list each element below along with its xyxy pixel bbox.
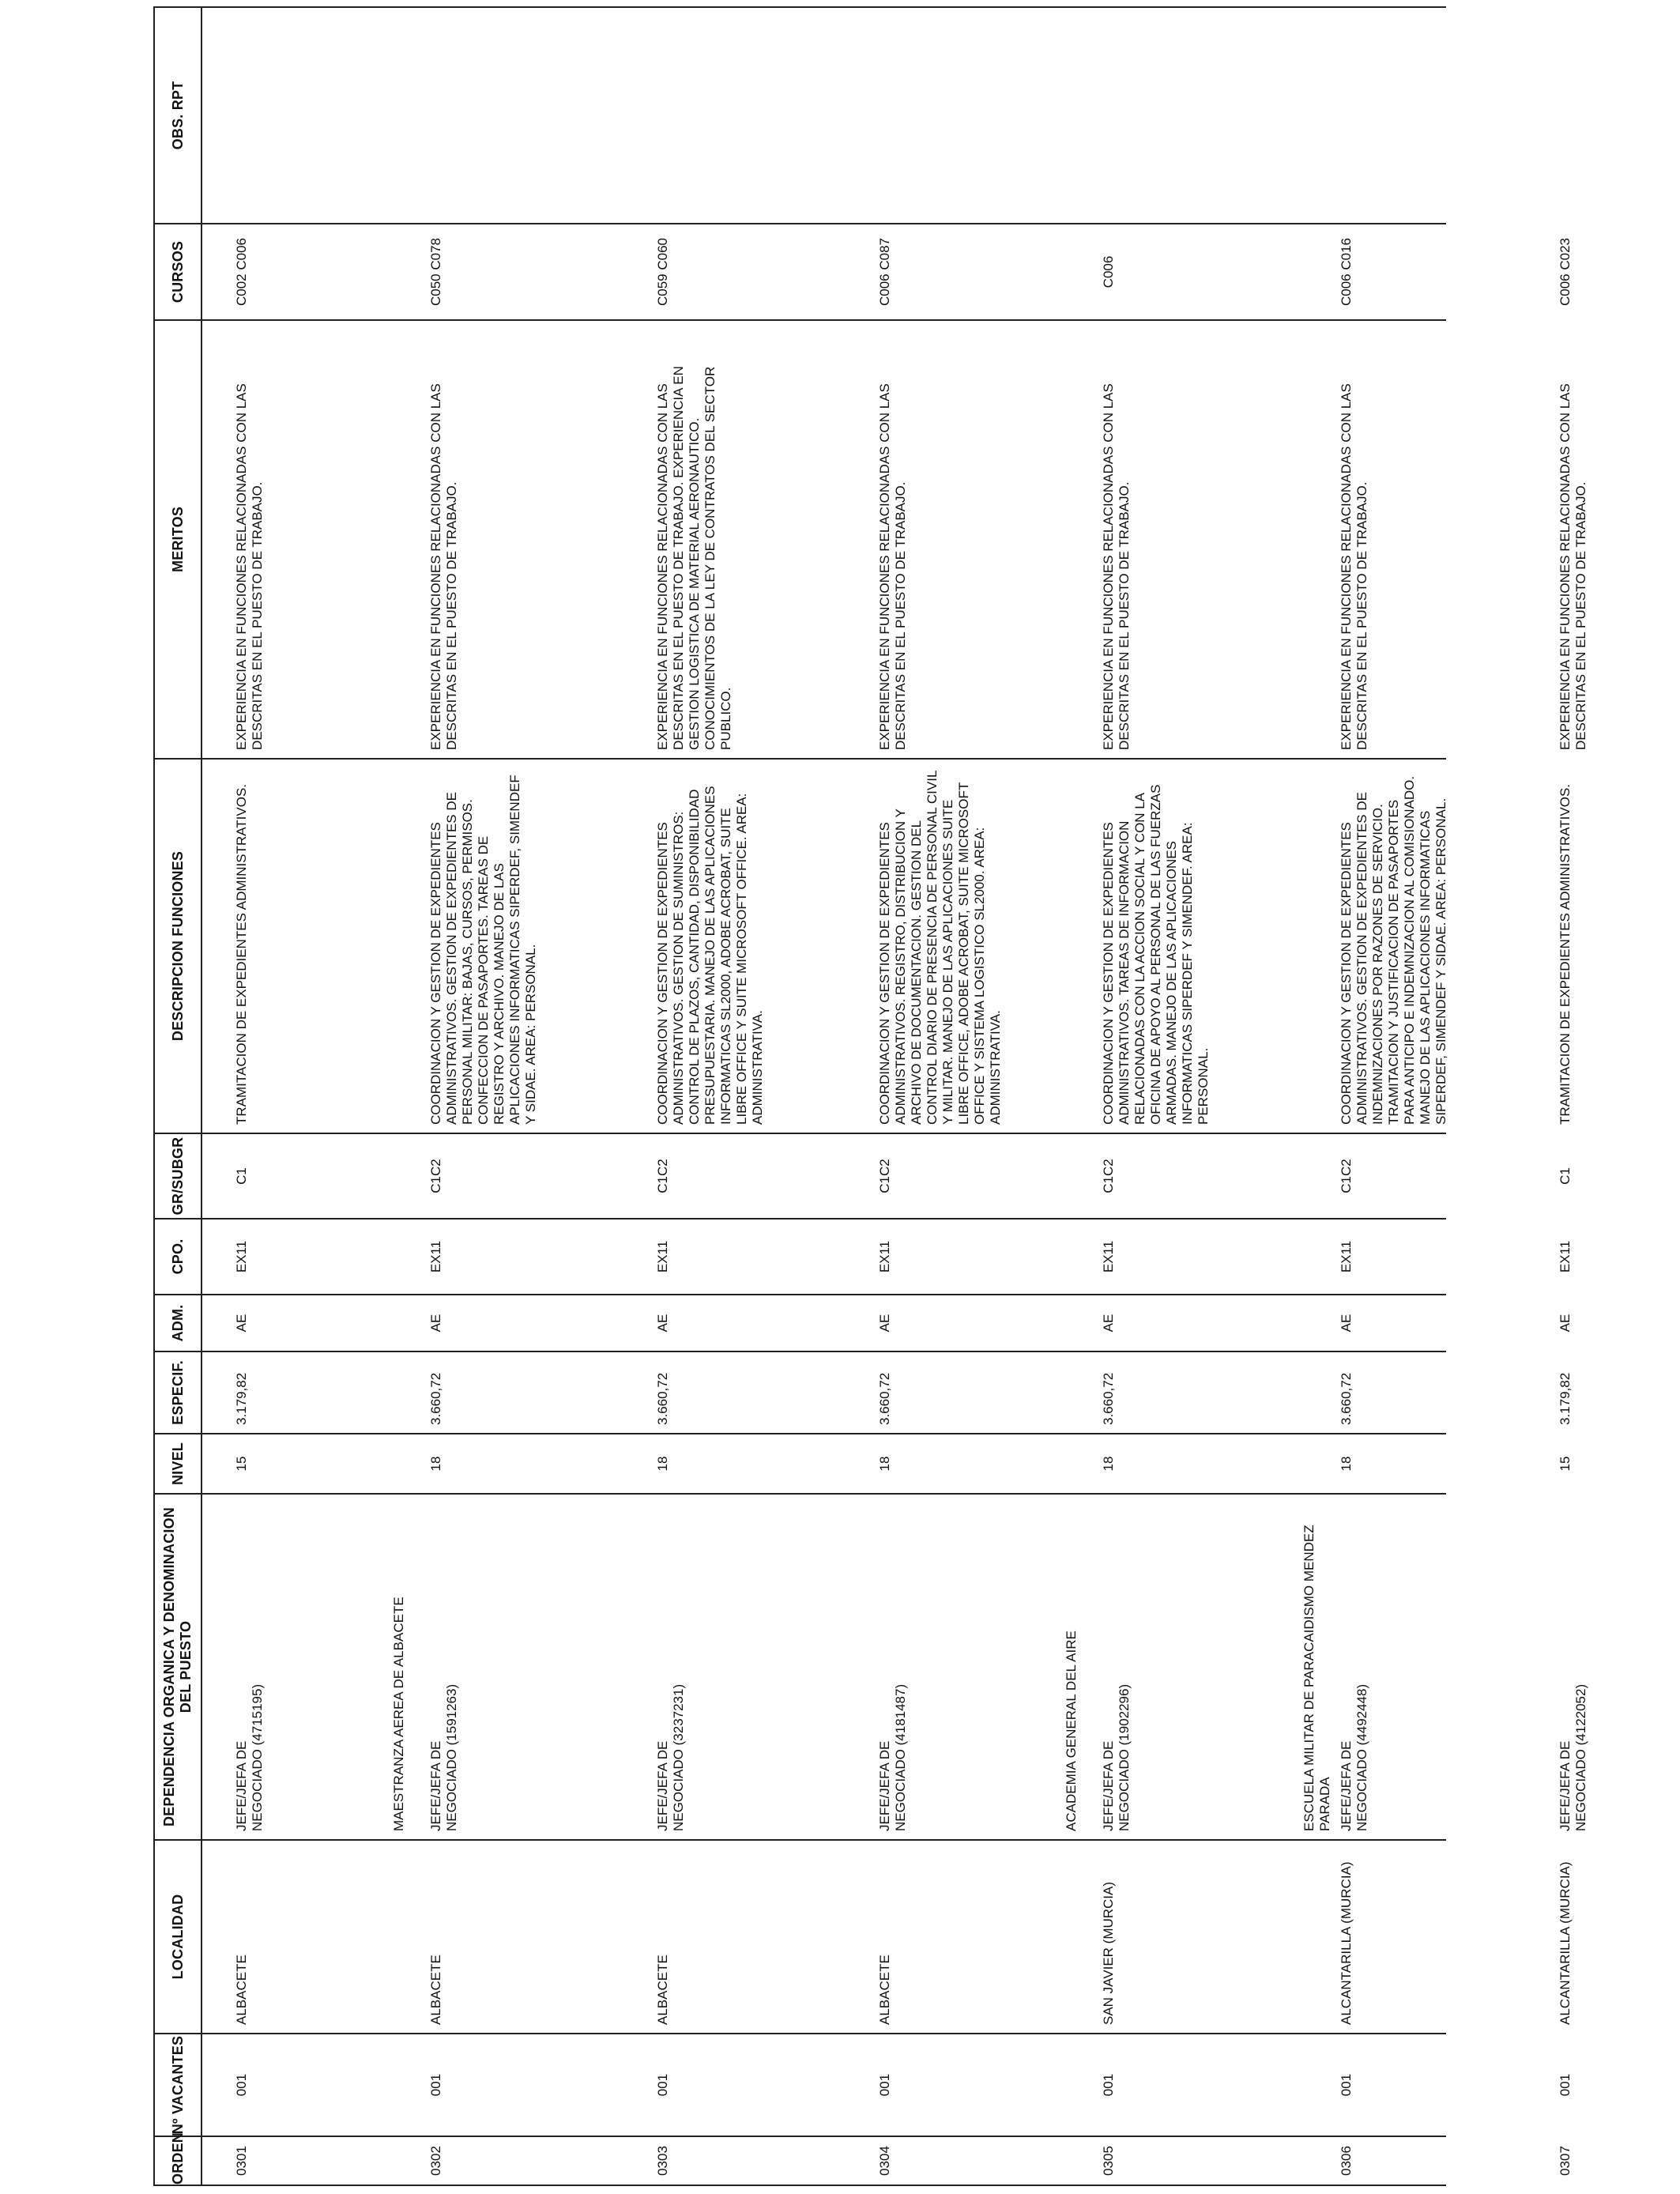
cell-dependencia-header: MAESTRANZA AEREA DE ALBACETE — [391, 1596, 406, 1831]
cell-funciones: COORDINACION Y GESTION DE EXPEDIENTES ADMINISTRATIVOS. GESTION DE EXPEDIENTES DE PERSONAL MILITAR: BAJAS, CURSOS, PERMISOS. CONFECCION DE PASAPORTES. TAREAS DE REGISTRO Y ARCHIVO. MANEJO DE LAS APLICACIONES INFORMATICAS SIPERDEF, SIMENDEF Y SIDAE. AREA: PERSONAL. — [428, 775, 538, 1125]
cells-orden — [202, 2136, 1573, 2185]
cell-orden: 0301 — [234, 2146, 249, 2176]
col-header-meritos: MERITOS — [154, 320, 202, 759]
cell-localidad: ALCANTARILLA (MURCIA) — [1558, 1861, 1573, 2025]
cell-cursos: C006 C023 — [1558, 238, 1573, 307]
cells-dependencia — [202, 1494, 1588, 1840]
cell-funciones: TRAMITACION DE EXPEDIENTES ADMINISTRATIVOS. — [1558, 783, 1573, 1125]
vacancies-table — [153, 6, 1588, 2186]
cells-funciones — [202, 759, 1573, 1133]
cell-puesto: JEFE/JEFA DE NEGOCIADO (4181487) — [877, 1683, 908, 1831]
cell-localidad: ALBACETE — [428, 1955, 443, 2025]
col-header-orden: ORDEN — [154, 2136, 202, 2185]
cell-localidad: ALBACETE — [655, 1955, 670, 2025]
cell-cursos: C002 C006 — [234, 238, 249, 307]
cell-meritos: EXPERIENCIA EN FUNCIONES RELACIONADAS CON LAS DESCRITAS EN EL PUESTO DE TRABAJO. — [428, 383, 459, 750]
cell-especif: 3.660,72 — [655, 1372, 670, 1425]
cell-grsubgr: C1C2 — [1101, 1159, 1116, 1193]
cell-puesto: JEFE/JEFA DE NEGOCIADO (3237231) — [655, 1683, 686, 1831]
cell-especif: 3.179,82 — [234, 1372, 249, 1425]
cell-meritos: EXPERIENCIA EN FUNCIONES RELACIONADAS CON LAS DESCRITAS EN EL PUESTO DE TRABAJO. — [1558, 383, 1588, 750]
cell-cursos: C050 C078 — [428, 238, 443, 307]
cell-cpo: EX11 — [877, 1240, 892, 1273]
cell-adm: AE — [877, 1314, 892, 1333]
cells-meritos — [202, 320, 1588, 759]
cell-cpo: EX11 — [234, 1240, 249, 1273]
cell-orden: 0306 — [1339, 2146, 1354, 2176]
cell-adm: AE — [1339, 1314, 1354, 1333]
cells-vacantes — [202, 2034, 1573, 2136]
cell-orden: 0303 — [655, 2146, 670, 2176]
cell-cpo: EX11 — [655, 1240, 670, 1273]
cells-grsubgr — [202, 1133, 1573, 1219]
cell-cpo: EX11 — [1558, 1240, 1573, 1273]
col-header-cpo: CPO. — [154, 1219, 202, 1295]
cell-cursos: C006 C087 — [877, 238, 892, 307]
col-header-localidad: LOCALIDAD — [154, 1840, 202, 2034]
cell-nivel: 18 — [1339, 1456, 1354, 1472]
cell-vacantes: 001 — [877, 2073, 892, 2097]
cell-vacantes: 001 — [1101, 2073, 1116, 2097]
cell-puesto: JEFE/JEFA DE NEGOCIADO (1591263) — [428, 1683, 459, 1831]
cell-meritos: EXPERIENCIA EN FUNCIONES RELACIONADAS CON LAS DESCRITAS EN EL PUESTO DE TRABAJO. — [1339, 383, 1369, 750]
cell-cursos: C006 — [1101, 255, 1116, 288]
cell-especif: 3.660,72 — [1101, 1372, 1116, 1425]
cells-cpo — [202, 1219, 1573, 1295]
table-header-row — [154, 7, 202, 2185]
cell-meritos: EXPERIENCIA EN FUNCIONES RELACIONADAS CON LAS DESCRITAS EN EL PUESTO DE TRABAJO. — [1101, 383, 1132, 750]
cells-adm — [202, 1295, 1573, 1351]
cell-especif: 3.179,82 — [1558, 1372, 1573, 1425]
cell-funciones: COORDINACION Y GESTION DE EXPEDIENTES ADMINISTRATIVOS. GESTION DE SUMINISTROS: CONTROL DE PLAZOS, CANTIDAD, DISPONIBILIDAD PRESUPUESTARIA. MANEJO DE LAS APLICACIONES INFORMATICAS SL2000, ADOBE ACROBAT, SUITE LIBRE OFFICE Y SUITE MICROSOFT OFFICE. AREA: ADMINISTRATIVA. — [655, 786, 765, 1125]
cell-meritos: EXPERIENCIA EN FUNCIONES RELACIONADAS CON LAS DESCRITAS EN EL PUESTO DE TRABAJO. — [234, 383, 265, 750]
cell-especif: 3.660,72 — [428, 1372, 443, 1425]
col-header-nivel: NIVEL — [154, 1434, 202, 1494]
table-body — [202, 7, 1446, 2185]
col-header-funciones: DESCRIPCION FUNCIONES — [154, 759, 202, 1133]
cell-funciones: COORDINACION Y GESTION DE EXPEDIENTES ADMINISTRATIVOS. TAREAS DE INFORMACION RELACIONADAS CON LA ACCION SOCIAL Y CON LA OFICINA DE APOYO AL PERSONAL DE LAS FUERZAS ARMADAS. MANEJO DE LAS APLICACIONES INFORMATICAS SIPERDEF Y SIMENDEF. AREA: PERSONAL. — [1101, 784, 1211, 1125]
col-header-cursos: CURSOS — [154, 224, 202, 320]
cell-vacantes: 001 — [655, 2073, 670, 2097]
cells-especif — [202, 1351, 1573, 1434]
cell-localidad: ALCANTARILLA (MURCIA) — [1339, 1861, 1354, 2025]
cell-nivel: 15 — [1558, 1456, 1573, 1472]
cell-vacantes: 001 — [1558, 2073, 1573, 2097]
cell-grsubgr: C1C2 — [428, 1159, 443, 1193]
cell-puesto: JEFE/JEFA DE NEGOCIADO (4492448) — [1339, 1683, 1369, 1831]
cell-cpo: EX11 — [1339, 1240, 1354, 1273]
cell-nivel: 15 — [234, 1456, 249, 1472]
cell-orden: 0302 — [428, 2146, 443, 2176]
cell-puesto: JEFE/JEFA DE NEGOCIADO (1902296) — [1101, 1683, 1132, 1831]
col-header-especif: ESPECIF. — [154, 1351, 202, 1434]
cell-adm: AE — [234, 1314, 249, 1333]
cell-orden: 0304 — [877, 2146, 892, 2176]
cell-cpo: EX11 — [1101, 1240, 1116, 1273]
cells-obs-rpt — [202, 7, 1446, 224]
cell-nivel: 18 — [428, 1456, 443, 1472]
cells-localidad — [202, 1840, 1573, 2034]
cell-grsubgr: C1C2 — [877, 1159, 892, 1193]
cell-adm: AE — [1558, 1314, 1573, 1333]
cell-grsubgr: C1C2 — [1339, 1159, 1354, 1193]
cell-orden: 0305 — [1101, 2146, 1116, 2176]
cell-vacantes: 001 — [234, 2073, 249, 2097]
col-header-grsubgr: GR/SUBGR — [154, 1133, 202, 1219]
cell-cpo: EX11 — [428, 1240, 443, 1273]
cell-meritos: EXPERIENCIA EN FUNCIONES RELACIONADAS CON LAS DESCRITAS EN EL PUESTO DE TRABAJO. — [877, 383, 908, 750]
cell-especif: 3.660,72 — [877, 1372, 892, 1425]
col-header-adm: ADM. — [154, 1295, 202, 1351]
cell-funciones: COORDINACION Y GESTION DE EXPEDIENTES ADMINISTRATIVOS. GESTION DE EXPEDIENTES DE INDEMNIZACIONES POR RAZONES DE SERVICIO. TRAMITACION Y JUSTIFICACION DE PASAPORTES PARA ANTICIPO E INDEMNIZACION AL COMISIONADO. MANEJO DE LAS APLICACIONES INFORMATICAS SIPERDEF, SIMENDEF Y SIDAE. AREA: PERSONAL. — [1339, 775, 1448, 1125]
rotated-table-sheet — [153, 8, 1588, 2186]
cell-orden: 0307 — [1558, 2146, 1573, 2176]
cell-puesto: JEFE/JEFA DE NEGOCIADO (4122052) — [1558, 1683, 1588, 1831]
col-header-obs-rpt: OBS. RPT — [154, 7, 202, 224]
cell-dependencia-header: ESCUELA MILITAR DE PARACAIDISMO MENDEZ PARADA — [1301, 1525, 1332, 1831]
cell-puesto: JEFE/JEFA DE NEGOCIADO (4715195) — [234, 1683, 265, 1831]
cell-vacantes: 001 — [428, 2073, 443, 2097]
col-header-dependencia: DEPENDENCIA ORGANICA Y DENOMINACION DEL PUESTO — [154, 1494, 202, 1840]
cell-grsubgr: C1C2 — [655, 1159, 670, 1193]
cell-cursos: C006 C016 — [1339, 238, 1354, 307]
cell-localidad: ALBACETE — [877, 1955, 892, 2025]
cell-cursos: C059 C060 — [655, 238, 670, 307]
cell-especif: 3.660,72 — [1339, 1372, 1354, 1425]
cell-dependencia-header: ACADEMIA GENERAL DEL AIRE — [1064, 1630, 1079, 1831]
cell-nivel: 18 — [877, 1456, 892, 1472]
cell-adm: AE — [428, 1314, 443, 1333]
cell-nivel: 18 — [1101, 1456, 1116, 1472]
cell-funciones: COORDINACION Y GESTION DE EXPEDIENTES ADMINISTRATIVOS. REGISTRO, DISTRIBUCION Y ARCHIVO DE DOCUMENTACION. GESTION DEL CONTROL DIARIO DE PRESENCIA DE PERSONAL CIVIL Y MILITAR. MANEJO DE LAS APLICACIONES SUITE LIBRE OFFICE, ADOBE ACROBAT, SUITE MICROSOFT OFFICE Y SISTEMA LOGISTICO SL2000. AREA: ADMINISTRATIVA. — [877, 771, 1003, 1125]
cell-meritos: EXPERIENCIA EN FUNCIONES RELACIONADAS CON LAS DESCRITAS EN EL PUESTO DE TRABAJO. EXPERIENCIA EN GESTION LOGISTICA DE MATERIAL AERONAUTICO. CONOCIMIENTOS DE LA LEY DE CONTRATOS DEL SECTOR PUBLICO. — [655, 366, 733, 750]
cell-localidad: ALBACETE — [234, 1955, 249, 2025]
cell-vacantes: 001 — [1339, 2073, 1354, 2097]
col-header-vacantes: Nº VACANTES — [154, 2034, 202, 2136]
cells-nivel — [202, 1434, 1573, 1494]
cell-localidad: SAN JAVIER (MURCIA) — [1101, 1881, 1116, 2025]
cell-grsubgr: C1 — [1558, 1167, 1573, 1185]
cells-cursos — [202, 224, 1573, 320]
cell-funciones: TRAMITACION DE EXPEDIENTES ADMINISTRATIVOS. — [234, 783, 249, 1125]
cell-nivel: 18 — [655, 1456, 670, 1472]
cell-adm: AE — [655, 1314, 670, 1333]
cell-grsubgr: C1 — [234, 1167, 249, 1185]
cell-adm: AE — [1101, 1314, 1116, 1333]
